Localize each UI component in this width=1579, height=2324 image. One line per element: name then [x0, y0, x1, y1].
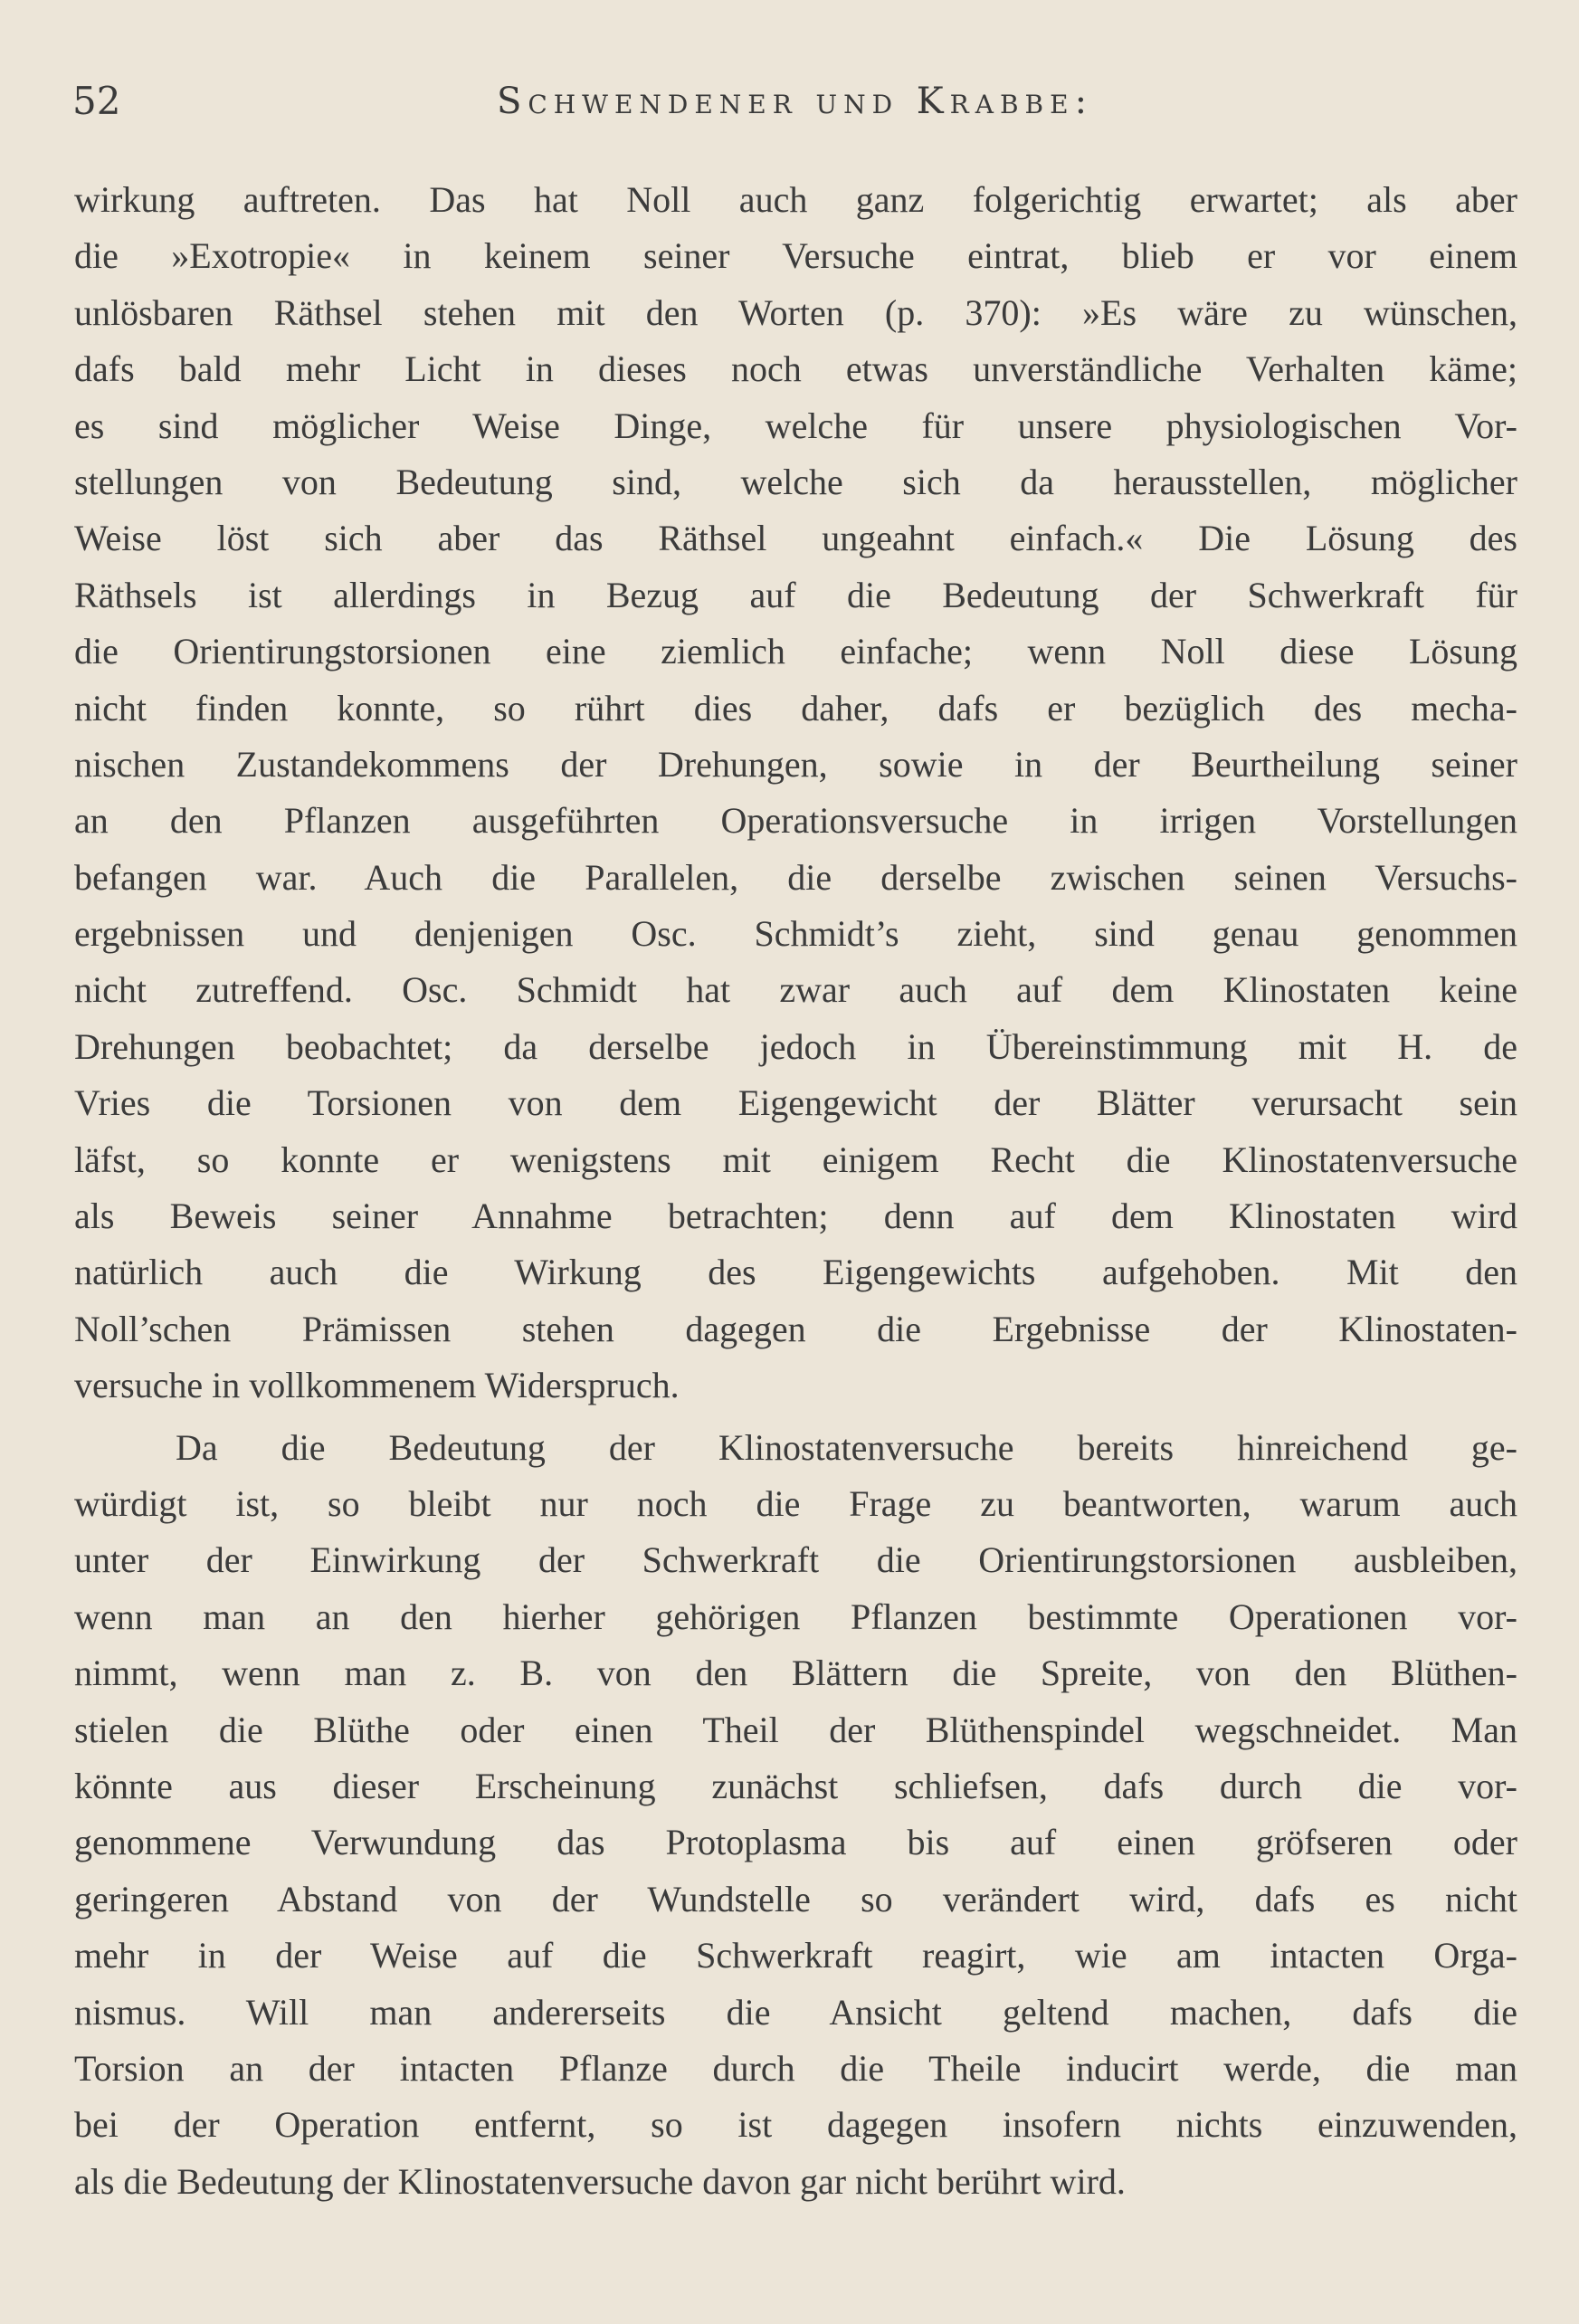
text-line: wirkung auftreten. Das hat Noll auch ganz folgerichtig erwartet; als aber [74, 179, 1517, 220]
text-line: dafs bald mehr Licht in dieses noch etwas unverständliche Verhalten käme; [74, 348, 1517, 390]
paragraph [74, 172, 1517, 1414]
page-header [72, 74, 1517, 129]
text-line: Drehungen beobachtet; da derselbe jedoch in Übereinstimmung mit H. de [74, 1025, 1517, 1067]
text-line: versuche in vollkommenem Widerspruch. [74, 1365, 680, 1406]
text-line: stielen die Blüthe oder einen Theil der Blüthenspindel wegschneidet. Man [74, 1709, 1517, 1750]
text-line: könnte aus dieser Erscheinung zunächst schliefsen, dafs durch die vor- [74, 1765, 1517, 1806]
paragraph [74, 1420, 1517, 2210]
text-line: Torsion an der intacten Pflanze durch die Theile inducirt werde, die man [74, 2047, 1517, 2089]
text-line: genommene Verwundung das Protoplasma bis auf einen gröfseren oder [74, 1822, 1517, 1863]
text-line: natürlich auch die Wirkung des Eigengewichts aufgehoben. Mit den [74, 1252, 1517, 1293]
text-line: würdigt ist, so bleibt nur noch die Frage zu beantworten, warum auch [74, 1482, 1517, 1524]
text-line: als die Bedeutung der Klinostatenversuche davon gar nicht berührt wird. [74, 2160, 1126, 2202]
text-line: Noll’schen Prämissen stehen dagegen die Ergebnisse der Klinostaten- [74, 1308, 1517, 1349]
text-line: wenn man an den hierher gehörigen Pflanzen bestimmte Operationen vor- [74, 1595, 1517, 1637]
text-line: nismus. Will man andererseits die Ansicht geltend machen, dafs die [74, 1991, 1517, 2033]
text-line: nicht zutreffend. Osc. Schmidt hat zwar auch auf dem Klinostaten keine [74, 969, 1517, 1011]
running-title: Schwendener und Krabbe: [496, 81, 1094, 122]
text-line: als Beweis seiner Annahme betrachten; denn auf dem Klinostaten wird [74, 1195, 1517, 1237]
text-line: unter der Einwirkung der Schwerkraft die Orientirungstorsionen ausbleiben, [74, 1539, 1517, 1581]
text-line: mehr in der Weise auf die Schwerkraft reagirt, wie am intacten Orga- [74, 1935, 1517, 1976]
text-line: geringeren Abstand von der Wundstelle so verändert wird, dafs es nicht [74, 1878, 1517, 1919]
text-line: ergebnissen und denjenigen Osc. Schmidt’s zieht, sind genau genommen [74, 913, 1517, 955]
text-line: Vries die Torsionen von dem Eigengewicht der Blätter verursacht sein [74, 1082, 1517, 1124]
text-line: nischen Zustandekommens der Drehungen, sowie in der Beurtheilung seiner [74, 743, 1517, 785]
text-line: Da die Bedeutung der Klinostatenversuche bereits hinreichend ge- [176, 1426, 1517, 1468]
text-line: bei der Operation entfernt, so ist dagegen insofern nichts einzuwenden, [74, 2104, 1517, 2146]
text-line: unlösbaren Räthsel stehen mit den Worten (p. 370): »Es wäre zu wünschen, [74, 291, 1517, 333]
text-line: Räthsels ist allerdings in Bezug auf die Bedeutung der Schwerkraft für [74, 574, 1517, 615]
text-line: es sind möglicher Weise Dinge, welche für unsere physiologischen Vor- [74, 405, 1517, 446]
text-line: läfst, so konnte er wenigstens mit einigem Recht die Klinostatenversuche [74, 1138, 1517, 1180]
text-line: Weise löst sich aber das Räthsel ungeahnt einfach.« Die Lösung des [74, 518, 1517, 559]
text-line: die »Exotropie« in keinem seiner Versuche eintrat, blieb er vor einem [74, 235, 1517, 277]
text-line: stellungen von Bedeutung sind, welche sich da herausstellen, möglicher [74, 461, 1517, 502]
body-text [74, 172, 1517, 2210]
text-line: die Orientirungstorsionen eine ziemlich einfache; wenn Noll diese Lösung [74, 631, 1517, 672]
page-number: 52 [72, 79, 121, 123]
text-line: nicht finden konnte, so rührt dies daher, dafs er bezüglich des mecha- [74, 687, 1517, 729]
text-line: an den Pflanzen ausgeführten Operationsversuche in irrigen Vorstellungen [74, 800, 1517, 842]
text-line: nimmt, wenn man z. B. von den Blättern die Spreite, von den Blüthen- [74, 1653, 1517, 1694]
text-line: befangen war. Auch die Parallelen, die derselbe zwischen seinen Versuchs- [74, 856, 1517, 898]
